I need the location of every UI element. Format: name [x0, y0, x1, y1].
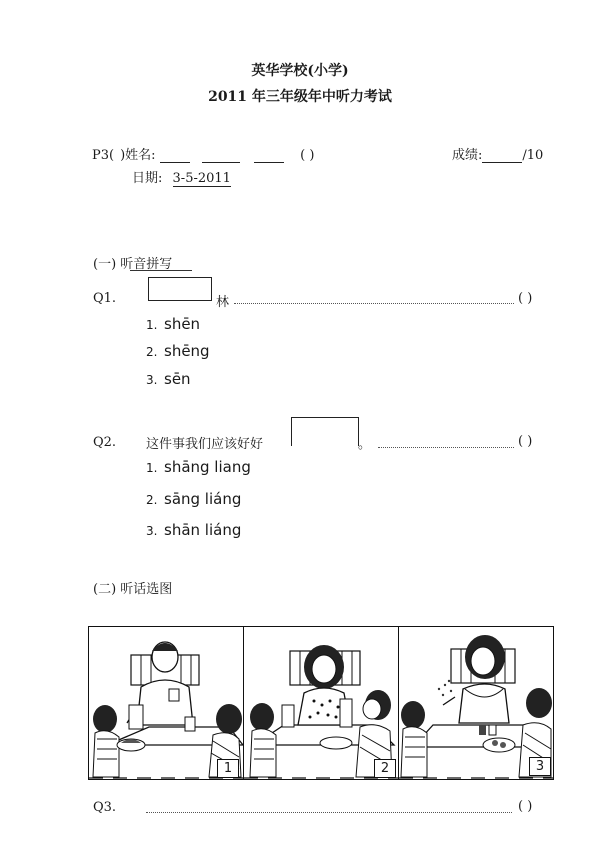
q3-label: Q3. — [93, 800, 117, 815]
q1-option-1[interactable]: 1. shēn — [146, 315, 201, 333]
score-row — [452, 144, 543, 163]
school-name: 英华学校(小学) — [251, 63, 349, 79]
q2-prompt: 这件事我们应该好好 — [146, 437, 264, 452]
q2-label: Q2. — [93, 435, 117, 450]
q1-option-2[interactable]: 2. shēng — [146, 342, 210, 360]
q1-label: Q1. — [93, 291, 117, 306]
q1-after-box: 林 — [216, 295, 230, 310]
class-close: ) — [120, 148, 126, 163]
q1-answer-paren[interactable]: ( ) — [518, 291, 533, 306]
section1-title: (一) 听音拼写 — [93, 257, 173, 272]
name-label: 姓名: — [125, 148, 156, 163]
q1-dotted-leader — [234, 303, 514, 304]
class-label: P3( — [92, 148, 115, 163]
index-paren[interactable]: ( ) — [300, 148, 315, 163]
panel-number-3: 3 — [529, 757, 551, 776]
picture-panel-3[interactable] — [398, 626, 554, 780]
date-label: 日期: — [132, 171, 163, 186]
q1-option-3[interactable]: 3. sēn — [146, 370, 191, 388]
panel-number-2: 2 — [374, 759, 396, 778]
q2-option-1[interactable]: 1. shāng liang — [146, 458, 251, 476]
date-value: 3-5-2011 — [172, 171, 231, 186]
score-field[interactable] — [482, 149, 522, 163]
q2-end-mark: 。 — [358, 437, 372, 452]
name-field-3[interactable] — [254, 149, 284, 163]
section2-title: (二) 听话选图 — [93, 582, 173, 597]
q1-answer-box[interactable] — [148, 277, 212, 301]
q2-dotted-leader — [378, 447, 514, 448]
name-field-2[interactable] — [202, 149, 240, 163]
score-total: /10 — [522, 148, 544, 163]
exam-title: 2011 年三年级年中听力考试 — [208, 89, 392, 105]
student-info-row — [92, 144, 314, 163]
name-field-1[interactable] — [160, 149, 190, 163]
family-dinner-illustration-2 — [244, 627, 398, 779]
q2-option-2[interactable]: 2. sāng liáng — [146, 490, 242, 508]
score-label: 成绩: — [452, 148, 483, 163]
q2-answer-box[interactable] — [291, 417, 359, 446]
family-dinner-illustration-1 — [89, 627, 243, 779]
picture-panel-2[interactable] — [243, 626, 399, 780]
panel-number-1: 1 — [217, 759, 239, 778]
q3-dotted-leader[interactable] — [146, 812, 512, 813]
q2-option-3[interactable]: 3. shān liáng — [146, 521, 242, 539]
section1-title-underline — [130, 270, 192, 271]
q2-answer-paren[interactable]: ( ) — [518, 434, 533, 449]
date-row — [132, 167, 231, 186]
picture-panel-1[interactable] — [88, 626, 244, 780]
q3-answer-paren[interactable]: ( ) — [518, 799, 533, 814]
